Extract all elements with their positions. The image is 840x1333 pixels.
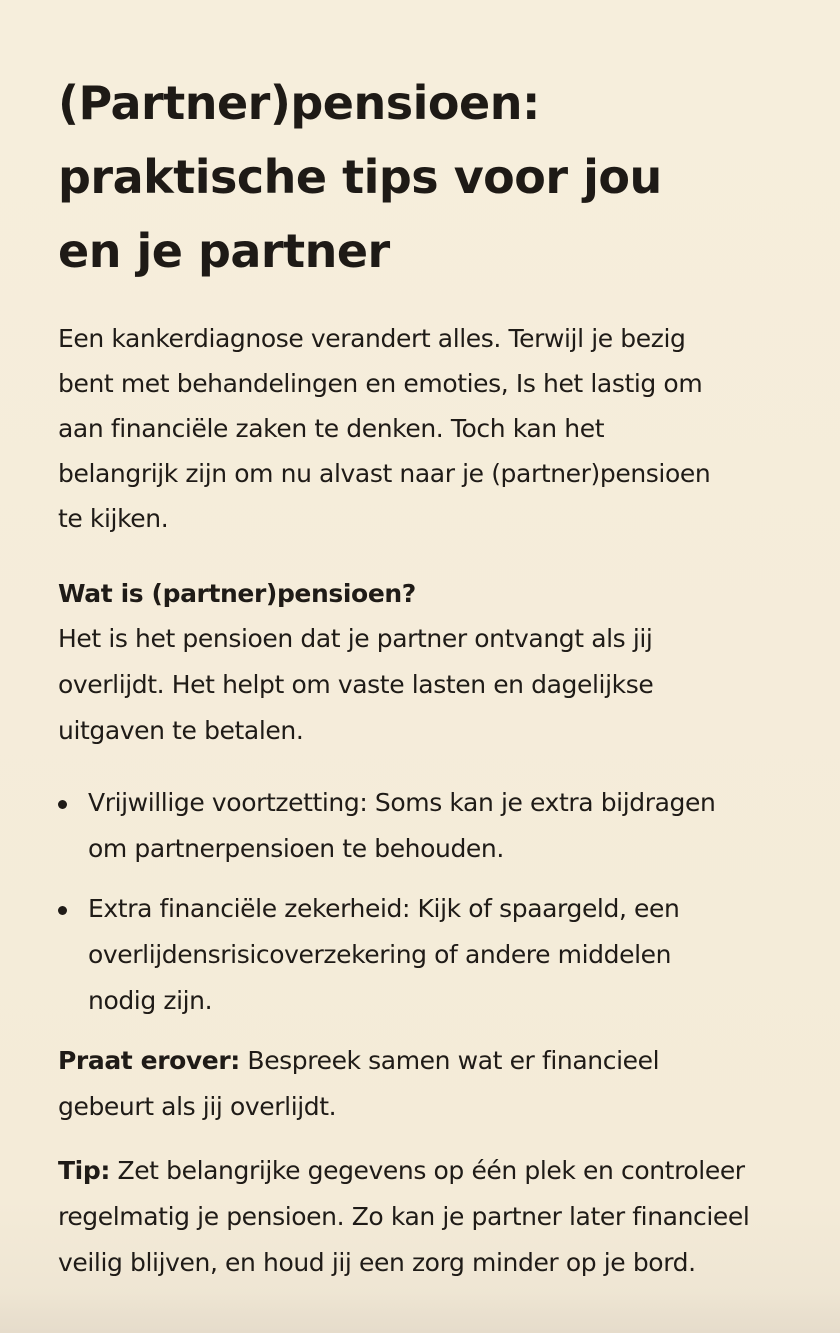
bullet-1-line-2: om partnerpensioen te behouden. — [88, 834, 504, 863]
talk-label: Praat erover: — [58, 1046, 240, 1075]
bullet-list — [58, 780, 840, 1024]
talk-text-1: Bespreek samen wat er financieel — [239, 1046, 660, 1075]
intro-line-2: bent met behandelingen en emoties, Is het lastig om — [58, 369, 703, 398]
bullet-icon — [58, 800, 67, 809]
bullet-2-line-3: nodig zijn. — [88, 986, 213, 1015]
tip-line-3: veilig blijven, en houd jij een zorg minder op je bord. — [58, 1248, 696, 1277]
intro-line-3: aan financiële zaken te denken. Toch kan het — [58, 414, 605, 443]
talk-line-1 — [58, 1038, 840, 1084]
page-title — [58, 66, 840, 288]
definition-line-1: Het is het pensioen dat je partner ontvangt als jij — [58, 624, 653, 653]
tip-text-1: Zet belangrijke gegevens op één plek en controleer — [109, 1156, 745, 1185]
tip-line-1 — [58, 1148, 840, 1194]
intro-paragraph — [58, 316, 840, 541]
definition-line-2: overlijdt. Het helpt om vaste lasten en dagelijkse — [58, 670, 654, 699]
intro-line-1: Een kankerdiagnose verandert alles. Terwijl je bezig — [58, 324, 686, 353]
definition-line-3: uitgaven te betalen. — [58, 716, 304, 745]
intro-line-4: belangrijk zijn om nu alvast naar je (partner)pensioen — [58, 459, 711, 488]
intro-line-5: te kijken. — [58, 504, 169, 533]
section-heading: Wat is (partner)pensioen? — [58, 579, 416, 608]
title-line-1: (Partner)pensioen: — [58, 76, 540, 130]
list-item — [58, 886, 840, 1024]
bullet-2-line-1: Extra financiële zekerheid: Kijk of spaargeld, een — [88, 894, 680, 923]
definition-paragraph — [58, 616, 840, 754]
bullet-1-line-1: Vrijwillige voortzetting: Soms kan je extra bijdragen — [88, 788, 716, 817]
tip-label: Tip: — [58, 1156, 110, 1185]
bullet-icon — [58, 906, 67, 915]
title-line-3: en je partner — [58, 224, 390, 278]
tip-paragraph — [58, 1148, 840, 1286]
title-line-2: praktische tips voor jou — [58, 150, 662, 204]
list-item — [58, 780, 840, 872]
article — [58, 66, 840, 1286]
bottom-shadow — [0, 1293, 840, 1333]
tip-line-2: regelmatig je pensioen. Zo kan je partner later financieel — [58, 1202, 750, 1231]
talk-line-2: gebeurt als jij overlijdt. — [58, 1092, 337, 1121]
talk-paragraph — [58, 1038, 840, 1130]
bullet-2-line-2: overlijdensrisicoverzekering of andere middelen — [88, 940, 672, 969]
